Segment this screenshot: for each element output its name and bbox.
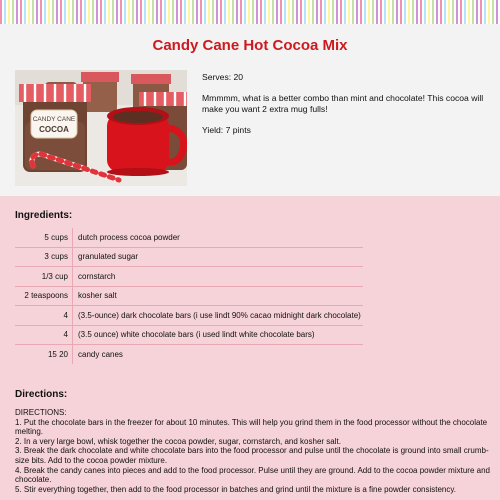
recipe-description: Mmmmm, what is a better combo than mint and chocolate! This cocoa will make you want 2 extra mug fulls!	[202, 93, 484, 114]
table-row	[15, 247, 363, 267]
jar-label-line1: CANDY CANE	[32, 116, 76, 123]
ingredient-qty: 15 20	[15, 345, 73, 364]
cocoa-jars-mug-image	[15, 70, 187, 186]
directions-label: DIRECTIONS:	[15, 408, 67, 417]
ingredients-heading: Ingredients:	[15, 210, 73, 221]
table-row	[15, 286, 363, 306]
recipe-title: Candy Cane Hot Cocoa Mix	[152, 37, 348, 54]
directions-text	[15, 408, 493, 494]
yield-text: Yield: 7 pints	[202, 125, 251, 135]
ingredient-qty: 2 teaspoons	[15, 286, 73, 306]
ingredient-qty: 4	[15, 306, 73, 326]
ingredient-item: kosher salt	[73, 286, 364, 306]
ingredient-item: granulated sugar	[73, 247, 364, 267]
direction-step: 5. Stir everything together, then add to the food processor in batches and grind until the mixture is a fine powder consistency.	[15, 484, 456, 494]
table-row	[15, 345, 363, 364]
table-row	[15, 267, 363, 287]
table-row	[15, 306, 363, 326]
ingredients-table	[15, 228, 363, 364]
decorative-stripe-border	[0, 0, 500, 24]
direction-step: 4. Break the candy canes into pieces and add to the food processor. Pulse until they are ground. Add to the cocoa powder mixture and chocolate.	[15, 465, 490, 485]
serves-text: Serves: 20	[202, 72, 244, 82]
table-row	[15, 228, 363, 247]
table-row	[15, 325, 363, 345]
ingredient-qty: 5 cups	[15, 228, 73, 247]
ingredient-item: (3.5 ounce) white chocolate bars (i used lindt white chocolate bars)	[73, 325, 364, 345]
ingredient-qty: 4	[15, 325, 73, 345]
direction-step: 2. In a very large bowl, whisk together the cocoa powder, sugar, cornstarch, and kosher salt.	[15, 436, 341, 446]
jar-label-line2: COCOA	[39, 125, 69, 134]
ingredient-item: candy canes	[78, 349, 123, 359]
ingredient-item: dutch process cocoa powder	[73, 228, 364, 247]
recipe-info	[202, 72, 487, 146]
recipe-photo	[15, 70, 187, 186]
direction-step: 1. Put the chocolate bars in the freezer for about 10 minutes. This will help you grind them in the food processor without the chocolate melting.	[15, 417, 488, 437]
ingredient-item: cornstarch	[73, 267, 364, 287]
ingredient-qty: 3 cups	[15, 247, 73, 267]
direction-step: 3. Break the dark chocolate and white chocolate bars into the food processor and pulse until the chocolate is ground into small crumb-size bits. Add to the cocoa powder mixture.	[15, 446, 489, 465]
ingredient-item: (3.5-ounce) dark chocolate bars (i use lindt 90% cacao midnight dark chocolate)	[73, 306, 364, 326]
directions-heading: Directions:	[15, 389, 68, 400]
ingredient-qty: 1/3 cup	[15, 267, 73, 287]
